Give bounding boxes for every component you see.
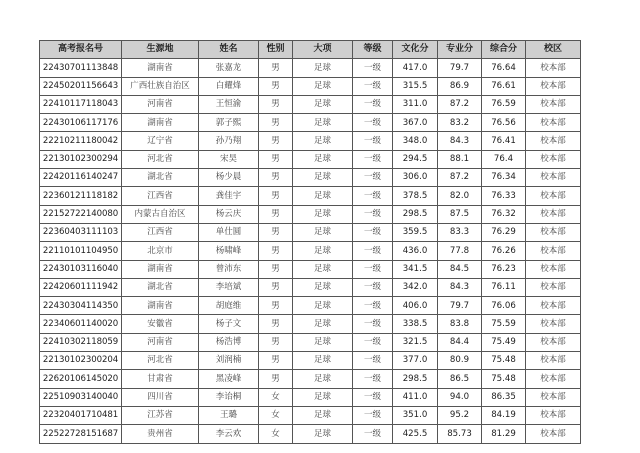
gender-cell: 男 — [259, 205, 293, 223]
total-score-cell: 76.41 — [482, 132, 526, 150]
major-score-cell: 95.2 — [438, 406, 482, 424]
category-cell: 足球 — [293, 352, 353, 370]
origin-cell: 河北省 — [122, 150, 199, 168]
table-row — [40, 297, 581, 315]
name-cell: 胡庭维 — [199, 297, 259, 315]
gender-cell: 男 — [259, 260, 293, 278]
level-cell: 一级 — [353, 352, 393, 370]
culture-score-cell: 341.5 — [393, 260, 438, 278]
level-cell: 一级 — [353, 278, 393, 296]
campus-cell: 校本部 — [526, 315, 581, 333]
total-score-cell: 76.11 — [482, 278, 526, 296]
level-cell: 一级 — [353, 205, 393, 223]
gender-cell: 男 — [259, 132, 293, 150]
category-cell: 足球 — [293, 333, 353, 351]
gender-cell: 女 — [259, 388, 293, 406]
total-score-cell: 75.48 — [482, 370, 526, 388]
total-score-cell: 76.32 — [482, 205, 526, 223]
category-cell: 足球 — [293, 205, 353, 223]
exam-id-cell: 22110101104950 — [40, 242, 122, 260]
campus-cell: 校本部 — [526, 114, 581, 132]
campus-cell: 校本部 — [526, 297, 581, 315]
header-campus: 校区 — [526, 41, 581, 59]
level-cell: 一级 — [353, 260, 393, 278]
gender-cell: 女 — [259, 425, 293, 443]
header-category: 大项 — [293, 41, 353, 59]
culture-score-cell: 338.5 — [393, 315, 438, 333]
major-score-cell: 84.3 — [438, 132, 482, 150]
total-score-cell: 76.29 — [482, 223, 526, 241]
culture-score-cell: 294.5 — [393, 150, 438, 168]
culture-score-cell: 298.5 — [393, 205, 438, 223]
level-cell: 一级 — [353, 370, 393, 388]
exam-id-cell: 22430103116040 — [40, 260, 122, 278]
origin-cell: 内蒙古自治区 — [122, 205, 199, 223]
name-cell: 曾沛东 — [199, 260, 259, 278]
table-row — [40, 352, 581, 370]
major-score-cell: 83.3 — [438, 223, 482, 241]
campus-cell: 校本部 — [526, 95, 581, 113]
level-cell: 一级 — [353, 333, 393, 351]
total-score-cell: 75.59 — [482, 315, 526, 333]
name-cell: 李诒桐 — [199, 388, 259, 406]
exam-id-cell: 22130102300294 — [40, 150, 122, 168]
category-cell: 足球 — [293, 59, 353, 77]
major-score-cell: 86.9 — [438, 77, 482, 95]
origin-cell: 湖南省 — [122, 59, 199, 77]
origin-cell: 广西壮族自治区 — [122, 77, 199, 95]
campus-cell: 校本部 — [526, 187, 581, 205]
name-cell: 黑凌峰 — [199, 370, 259, 388]
level-cell: 一级 — [353, 132, 393, 150]
culture-score-cell: 348.0 — [393, 132, 438, 150]
exam-id-cell: 22410117118043 — [40, 95, 122, 113]
culture-score-cell: 298.5 — [393, 370, 438, 388]
name-cell: 杨少晨 — [199, 169, 259, 187]
name-cell: 刘润楠 — [199, 352, 259, 370]
origin-cell: 江西省 — [122, 223, 199, 241]
table-row — [40, 333, 581, 351]
category-cell: 足球 — [293, 187, 353, 205]
total-score-cell: 76.26 — [482, 242, 526, 260]
total-score-cell: 76.64 — [482, 59, 526, 77]
gender-cell: 男 — [259, 169, 293, 187]
header-exam-id: 高考报名号 — [40, 41, 122, 59]
table-row — [40, 205, 581, 223]
level-cell: 一级 — [353, 406, 393, 424]
total-score-cell: 76.59 — [482, 95, 526, 113]
total-score-cell: 76.34 — [482, 169, 526, 187]
campus-cell: 校本部 — [526, 278, 581, 296]
culture-score-cell: 417.0 — [393, 59, 438, 77]
major-score-cell: 84.4 — [438, 333, 482, 351]
campus-cell: 校本部 — [526, 242, 581, 260]
origin-cell: 贵州省 — [122, 425, 199, 443]
level-cell: 一级 — [353, 114, 393, 132]
culture-score-cell: 377.0 — [393, 352, 438, 370]
culture-score-cell: 315.5 — [393, 77, 438, 95]
campus-cell: 校本部 — [526, 370, 581, 388]
major-score-cell: 88.1 — [438, 150, 482, 168]
level-cell: 一级 — [353, 388, 393, 406]
name-cell: 李云欢 — [199, 425, 259, 443]
campus-cell: 校本部 — [526, 260, 581, 278]
origin-cell: 江苏省 — [122, 406, 199, 424]
exam-id-cell: 22420601111942 — [40, 278, 122, 296]
name-cell: 孙乃翔 — [199, 132, 259, 150]
category-cell: 足球 — [293, 406, 353, 424]
major-score-cell: 87.2 — [438, 169, 482, 187]
category-cell: 足球 — [293, 370, 353, 388]
level-cell: 一级 — [353, 77, 393, 95]
header-total-score: 综合分 — [482, 41, 526, 59]
campus-cell: 校本部 — [526, 223, 581, 241]
culture-score-cell: 351.0 — [393, 406, 438, 424]
major-score-cell: 82.0 — [438, 187, 482, 205]
total-score-cell: 76.61 — [482, 77, 526, 95]
gender-cell: 男 — [259, 223, 293, 241]
campus-cell: 校本部 — [526, 352, 581, 370]
gender-cell: 男 — [259, 278, 293, 296]
level-cell: 一级 — [353, 242, 393, 260]
category-cell: 足球 — [293, 388, 353, 406]
exam-id-cell: 22410302118059 — [40, 333, 122, 351]
origin-cell: 辽宁省 — [122, 132, 199, 150]
exam-id-cell: 22430106117176 — [40, 114, 122, 132]
gender-cell: 男 — [259, 333, 293, 351]
campus-cell: 校本部 — [526, 169, 581, 187]
category-cell: 足球 — [293, 242, 353, 260]
gender-cell: 男 — [259, 59, 293, 77]
gender-cell: 男 — [259, 77, 293, 95]
gender-cell: 男 — [259, 187, 293, 205]
major-score-cell: 87.2 — [438, 95, 482, 113]
campus-cell: 校本部 — [526, 59, 581, 77]
origin-cell: 河南省 — [122, 333, 199, 351]
exam-id-cell: 22130102300204 — [40, 352, 122, 370]
header-major-score: 专业分 — [438, 41, 482, 59]
table-row — [40, 95, 581, 113]
total-score-cell: 75.49 — [482, 333, 526, 351]
category-cell: 足球 — [293, 315, 353, 333]
culture-score-cell: 411.0 — [393, 388, 438, 406]
origin-cell: 湖北省 — [122, 278, 199, 296]
table-header-row — [40, 41, 581, 59]
level-cell: 一级 — [353, 297, 393, 315]
category-cell: 足球 — [293, 150, 353, 168]
gender-cell: 男 — [259, 242, 293, 260]
gender-cell: 女 — [259, 406, 293, 424]
origin-cell: 甘肃省 — [122, 370, 199, 388]
table-row — [40, 370, 581, 388]
culture-score-cell: 436.0 — [393, 242, 438, 260]
gender-cell: 男 — [259, 297, 293, 315]
name-cell: 杨啸峰 — [199, 242, 259, 260]
exam-id-cell: 22420116140247 — [40, 169, 122, 187]
exam-id-cell: 22152722140080 — [40, 205, 122, 223]
category-cell: 足球 — [293, 297, 353, 315]
category-cell: 足球 — [293, 95, 353, 113]
table-row — [40, 406, 581, 424]
total-score-cell: 76.56 — [482, 114, 526, 132]
table-row — [40, 77, 581, 95]
gender-cell: 男 — [259, 114, 293, 132]
exam-id-cell: 22210211180042 — [40, 132, 122, 150]
major-score-cell: 83.2 — [438, 114, 482, 132]
name-cell: 张嘉龙 — [199, 59, 259, 77]
origin-cell: 湖南省 — [122, 260, 199, 278]
campus-cell: 校本部 — [526, 425, 581, 443]
culture-score-cell: 359.5 — [393, 223, 438, 241]
total-score-cell: 76.4 — [482, 150, 526, 168]
table-row — [40, 223, 581, 241]
category-cell: 足球 — [293, 169, 353, 187]
table-row — [40, 278, 581, 296]
category-cell: 足球 — [293, 114, 353, 132]
exam-id-cell: 22620106145020 — [40, 370, 122, 388]
campus-cell: 校本部 — [526, 77, 581, 95]
name-cell: 龚佳宇 — [199, 187, 259, 205]
table-row — [40, 260, 581, 278]
exam-id-cell: 22450201156643 — [40, 77, 122, 95]
total-score-cell: 76.23 — [482, 260, 526, 278]
major-score-cell: 87.5 — [438, 205, 482, 223]
campus-cell: 校本部 — [526, 406, 581, 424]
major-score-cell: 84.5 — [438, 260, 482, 278]
table-row — [40, 132, 581, 150]
category-cell: 足球 — [293, 77, 353, 95]
gender-cell: 男 — [259, 95, 293, 113]
culture-score-cell: 378.5 — [393, 187, 438, 205]
origin-cell: 河南省 — [122, 95, 199, 113]
campus-cell: 校本部 — [526, 132, 581, 150]
table-row — [40, 150, 581, 168]
gender-cell: 男 — [259, 150, 293, 168]
culture-score-cell: 321.5 — [393, 333, 438, 351]
gender-cell: 男 — [259, 315, 293, 333]
name-cell: 宋昊 — [199, 150, 259, 168]
origin-cell: 北京市 — [122, 242, 199, 260]
major-score-cell: 77.8 — [438, 242, 482, 260]
name-cell: 王恒渝 — [199, 95, 259, 113]
level-cell: 一级 — [353, 425, 393, 443]
admission-table-container — [39, 40, 581, 444]
level-cell: 一级 — [353, 169, 393, 187]
level-cell: 一级 — [353, 223, 393, 241]
category-cell: 足球 — [293, 278, 353, 296]
table-row — [40, 315, 581, 333]
category-cell: 足球 — [293, 425, 353, 443]
admission-table — [39, 40, 581, 444]
exam-id-cell: 22340601140020 — [40, 315, 122, 333]
exam-id-cell: 22430701113848 — [40, 59, 122, 77]
campus-cell: 校本部 — [526, 388, 581, 406]
table-row — [40, 169, 581, 187]
campus-cell: 校本部 — [526, 205, 581, 223]
major-score-cell: 84.3 — [438, 278, 482, 296]
name-cell: 杨子文 — [199, 315, 259, 333]
culture-score-cell: 406.0 — [393, 297, 438, 315]
total-score-cell: 84.19 — [482, 406, 526, 424]
culture-score-cell: 311.0 — [393, 95, 438, 113]
table-row — [40, 187, 581, 205]
origin-cell: 安徽省 — [122, 315, 199, 333]
major-score-cell: 83.8 — [438, 315, 482, 333]
table-row — [40, 114, 581, 132]
total-score-cell: 86.35 — [482, 388, 526, 406]
level-cell: 一级 — [353, 150, 393, 168]
exam-id-cell: 22430304114350 — [40, 297, 122, 315]
name-cell: 单仕圆 — [199, 223, 259, 241]
level-cell: 一级 — [353, 315, 393, 333]
level-cell: 一级 — [353, 59, 393, 77]
table-row — [40, 388, 581, 406]
total-score-cell: 81.29 — [482, 425, 526, 443]
origin-cell: 湖南省 — [122, 297, 199, 315]
header-gender: 性别 — [259, 41, 293, 59]
exam-id-cell: 22320401710481 — [40, 406, 122, 424]
exam-id-cell: 22360403111103 — [40, 223, 122, 241]
culture-score-cell: 425.5 — [393, 425, 438, 443]
origin-cell: 湖南省 — [122, 114, 199, 132]
major-score-cell: 94.0 — [438, 388, 482, 406]
origin-cell: 四川省 — [122, 388, 199, 406]
name-cell: 白耀烽 — [199, 77, 259, 95]
total-score-cell: 76.33 — [482, 187, 526, 205]
table-row — [40, 242, 581, 260]
major-score-cell: 79.7 — [438, 59, 482, 77]
name-cell: 杨云庆 — [199, 205, 259, 223]
campus-cell: 校本部 — [526, 150, 581, 168]
level-cell: 一级 — [353, 95, 393, 113]
exam-id-cell: 22522728151687 — [40, 425, 122, 443]
header-origin: 生源地 — [122, 41, 199, 59]
gender-cell: 男 — [259, 370, 293, 388]
header-level: 等级 — [353, 41, 393, 59]
header-culture-score: 文化分 — [393, 41, 438, 59]
origin-cell: 湖北省 — [122, 169, 199, 187]
name-cell: 郭子熙 — [199, 114, 259, 132]
culture-score-cell: 342.0 — [393, 278, 438, 296]
header-name: 姓名 — [199, 41, 259, 59]
total-score-cell: 75.48 — [482, 352, 526, 370]
major-score-cell: 85.73 — [438, 425, 482, 443]
category-cell: 足球 — [293, 132, 353, 150]
origin-cell: 河北省 — [122, 352, 199, 370]
category-cell: 足球 — [293, 223, 353, 241]
culture-score-cell: 367.0 — [393, 114, 438, 132]
category-cell: 足球 — [293, 260, 353, 278]
campus-cell: 校本部 — [526, 333, 581, 351]
table-row — [40, 425, 581, 443]
origin-cell: 江西省 — [122, 187, 199, 205]
exam-id-cell: 22360121118182 — [40, 187, 122, 205]
level-cell: 一级 — [353, 187, 393, 205]
table-body — [40, 59, 581, 443]
gender-cell: 男 — [259, 352, 293, 370]
total-score-cell: 76.06 — [482, 297, 526, 315]
name-cell: 杨浩博 — [199, 333, 259, 351]
major-score-cell: 80.9 — [438, 352, 482, 370]
major-score-cell: 79.7 — [438, 297, 482, 315]
table-row — [40, 59, 581, 77]
name-cell: 李培斌 — [199, 278, 259, 296]
culture-score-cell: 306.0 — [393, 169, 438, 187]
exam-id-cell: 22510903140040 — [40, 388, 122, 406]
name-cell: 王璐 — [199, 406, 259, 424]
major-score-cell: 86.5 — [438, 370, 482, 388]
